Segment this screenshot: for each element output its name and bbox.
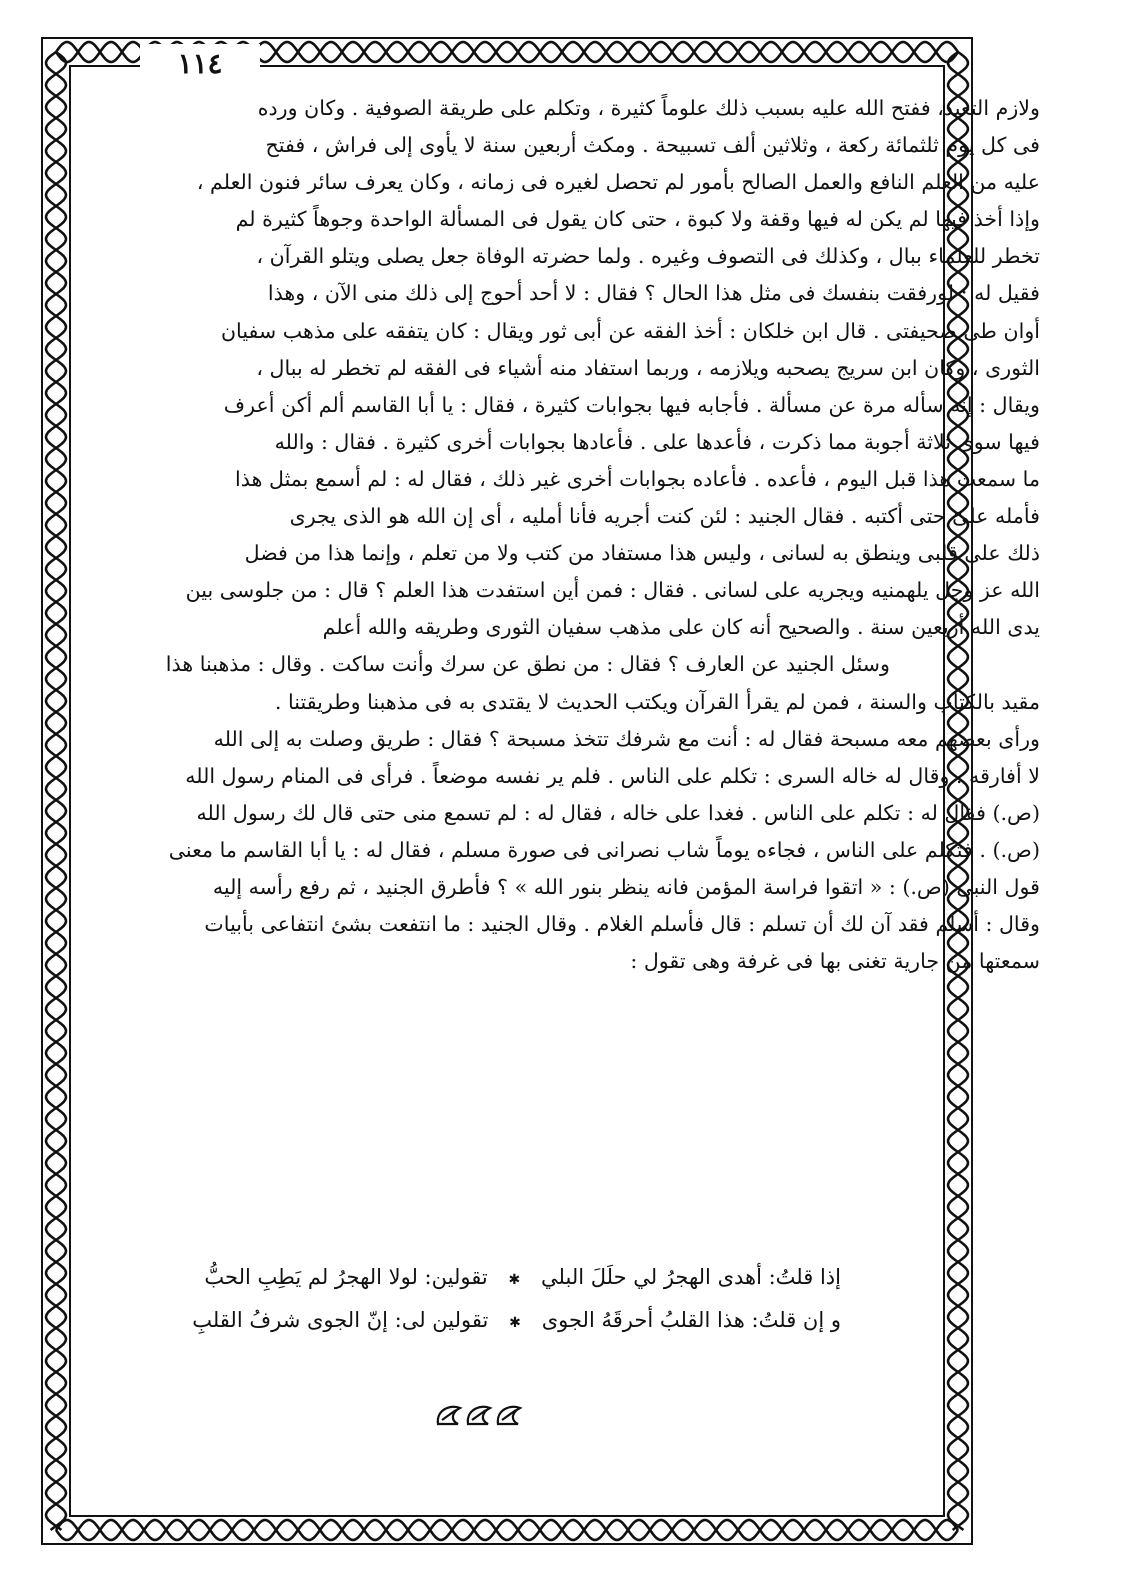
text-line: فأمله علىّ حتى أكتبه . فقال الجنيد : لئن كنت أجريه فأنا أمليه ، أى إن الله هو الذى يجرى (289, 504, 1040, 529)
text-line: لا أفارقه . وقال له خاله السرى : تكلم على الناس . فلم ير نفسه موضعاً . فرأى فى المنام رسول الله (185, 763, 1040, 788)
text-line: ولازم التعبد، ففتح الله عليه بسبب ذلك علوماً كثيرة ، وتكلم على طريقة الصوفية . وكان ورده (257, 96, 1040, 120)
text-line: تخطر للعلماء ببال ، وكذلك فى التصوف وغيره . ولما حضرته الوفاة جعل يصلى ويتلو القرآن ، (256, 244, 1040, 269)
verse-separator-icon: ✱ (508, 1272, 521, 1288)
text-line: (ص.) فقال له : تكلم على الناس . فغدا على خاله ، فقال له : لم تسمع منى حتى قال لك رسول الله (196, 800, 1040, 825)
page-number: ١١٤ (140, 44, 260, 84)
text-line: (ص.) . فتكلم على الناس ، فجاءه يوماً شاب نصرانى فى صورة مسلم ، فقال له : يا أبا القاسم ما معنى (168, 837, 1040, 862)
verse-first-hemistich: إذا قلتُ: أهدى الهجرُ لي حلَلَ البلي (541, 1265, 841, 1289)
text-line: سمعتها من جارية تغنى بها فى غرفة وهى تقول : (630, 949, 1040, 974)
text-line: عليه من العلم النافع والعمل الصالح بأمور لم تحصل لغيره فى زمانه ، وكان يعرف سائر فنون العلم ، (196, 170, 1040, 195)
text-line: أوان طى صحيفتى . قال ابن خلكان : أخذ الفقه عن أبى ثور ويقال : كان يتفقه على مذهب سفيان (220, 318, 1040, 343)
text-line: فيها سوى ثلاثة أجوبة مما ذكرت ، فأعدها على . فأعادها بجوابات أخرى كثيرة . فقال : والله (274, 429, 1040, 454)
main-text (90, 90, 1040, 980)
text-line: الثورى ، وكان ابن سريج يصحبه ويلازمه ، وربما استفاد منه أشياء فى الفقه لم تخطر له ببال ، (256, 355, 1040, 380)
text-line: الله عز وجل يلهمنيه ويجريه على لسانى . فقال : فمن أين استفدت هذا العلم ؟ قال : من جلوسى بين (185, 578, 1040, 603)
text-line: ذلك على قلبى وينطق به لسانى ، وليس هذا مستفاد من كتب ولا من تعلم ، وإنما هذا من فضل (244, 541, 1040, 566)
verse-second-hemistich: تقولين: لولا الهجرُ لم يَطِبِ الحبُّ (204, 1265, 488, 1289)
verse-second-hemistich: تقولين لى: إنّ الجوى شرفُ القلبِ (192, 1308, 489, 1332)
text-line: قول النبى (ص.) : « اتقوا فراسة المؤمن فانه ينظر بنور الله » ؟ فأطرق الجنيد ، ثم رفع رأسه إليه (212, 874, 1040, 899)
text-line: مقيد بالكتاب والسنة ، فمن لم يقرأ القرآن ويكتب الحديث لا يقتدى به فى مذهبنا وطريقتنا . (274, 689, 1040, 714)
poem-verse (192, 1298, 841, 1345)
text-line: يدى الله أربعين سنة . والصحيح أنه كان على مذهب سفيان الثورى وطريقه والله أعلم (322, 615, 1040, 640)
text-line: ويقال : إنه سأله مرة عن مسألة . فأجابه فيها بجوابات كثيرة ، فقال : يا أبا القاسم ألم أكن أعرف (223, 392, 1040, 417)
text-line: وإذا أخذ فيها لم يكن له فيها وقفة ولا كبوة ، حتى كان يقول فى المسألة الواحدة وجوهاً كثيرة لم (235, 207, 1040, 232)
verse-first-hemistich: و إن قلتُ: هذا القلبُ أحرقَهُ الجوى (541, 1308, 841, 1332)
end-ornament-icon (430, 1400, 530, 1430)
text-line: فى كل يوم ثلثمائة ركعة ، وثلاثين ألف تسبيحة . ومكث أربعين سنة لا يأوى إلى فراش ، ففتح (265, 133, 1040, 158)
border-band-bottom (56, 1520, 958, 1540)
border-twist-strand (46, 52, 66, 1530)
text-line: فقيل له : لورفقت بنفسك فى مثل هذا الحال ؟ فقال : لا أحد أحوج إلى ذلك منى الآن ، وهذا (267, 281, 1040, 306)
poem-verse (204, 1255, 841, 1302)
text-line: وقال : أسلم فقد آن لك أن تسلم : قال فأسلم الغلام . وقال الجنيد : ما انتفعت بشئ انتفاعى بأبيات (204, 912, 1040, 937)
text-line: ما سمعت هذا قبل اليوم ، فأعده . فأعاده بجوابات أخرى غير ذلك ، فقال له : لم أسمع بمثل هذا (235, 466, 1040, 491)
border-twist-strand (56, 1520, 958, 1540)
border-band-left (46, 52, 66, 1530)
border-twist-strand (56, 1520, 958, 1540)
verse-separator-icon: ✱ (509, 1315, 521, 1331)
border-twist-strand (46, 52, 66, 1530)
text-line: ورأى بعضهم معه مسبحة فقال له : أنت مع شرفك تتخذ مسبحة ؟ فقال : طريق وصلت به إلى الله (213, 726, 1040, 751)
text-line-paragraph-start: وسئل الجنيد عن العارف ؟ فقال : من نطق عن سرك وأنت ساكت . وقال : مذهبنا هذا (165, 652, 890, 677)
